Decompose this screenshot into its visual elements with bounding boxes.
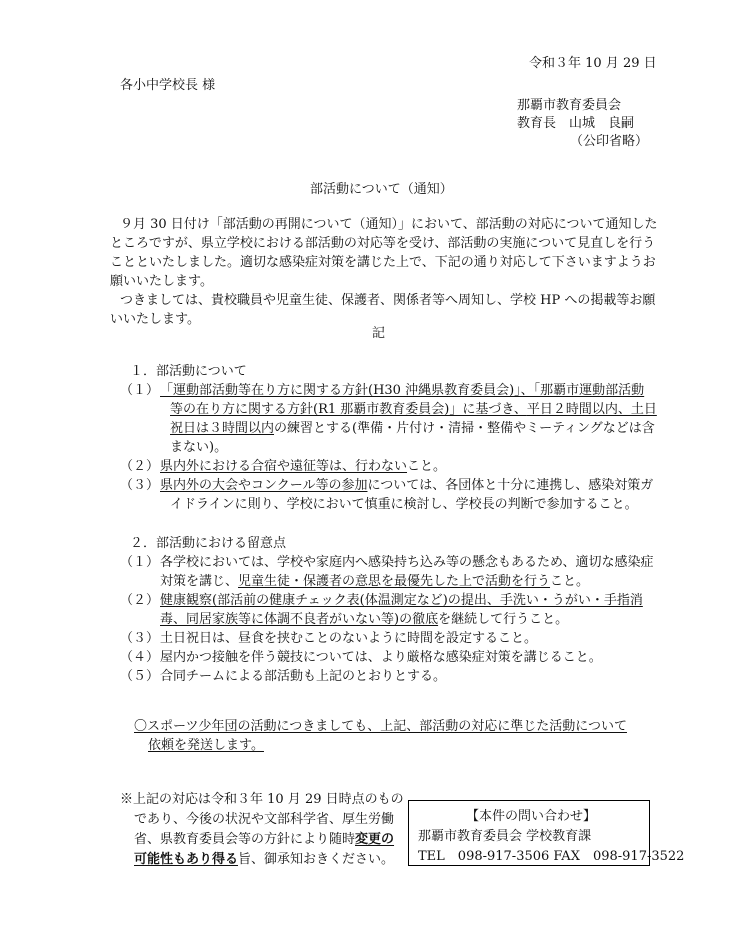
document-title: 部活動について（通知） xyxy=(310,182,453,197)
section2-item3-number: （３） xyxy=(120,631,160,646)
section1-item1-line: 等の在り方に関する方針(R1 那覇市教育委員会)」に基づき、平日２時間以内、土日 xyxy=(170,402,657,417)
document-date: 令和３年 10 月 29 日 xyxy=(529,56,657,71)
footnote-line: であり、今後の状況や文部科学省、厚生労働 xyxy=(134,812,395,827)
section1-item1-number: （１） xyxy=(120,383,160,398)
section2-item2-number: （２） xyxy=(120,593,160,608)
intro-line: ところですが、県立学校における部活動の対応等を受け、部活動の実施について見直しを行う xyxy=(110,236,656,251)
section1-item1-line: まない)。 xyxy=(170,440,228,455)
sports-note-line: 依頼を発送します。 xyxy=(148,738,264,753)
section2-item5-text: 合同チームによる部活動も上記のとおりとする。 xyxy=(160,669,447,684)
section1-item1-line: 「運動部活動等在り方に関する方針(H30 沖縄県教育委員会)」、「那覇市運動部活動 xyxy=(160,383,645,398)
section2-item4-text: 屋内かつ接触を伴う競技については、より厳格な感染症対策を講じること。 xyxy=(160,650,602,665)
intro-line: つきましては、貴校職員や児童生徒、保護者、関係者等へ周知し、学校 HP への掲載等お願 xyxy=(120,293,656,308)
sender-organization: 那覇市教育委員会 xyxy=(517,98,622,113)
section1-item3-line: イドラインに則り、学校において慎重に検討し、学校長の判断で参加すること。 xyxy=(170,497,638,512)
sender-name: 教育長 山城 良嗣 xyxy=(517,116,635,131)
contact-organization: 那覇市教育委員会 学校教育課 xyxy=(418,829,592,844)
section1-heading: １．部活動について xyxy=(130,364,247,379)
intro-line: 願いいたします。 xyxy=(110,274,213,289)
footnote-line: ※上記の対応は令和３年 10 月 29 日時点のもの xyxy=(120,792,404,807)
section2-item5-number: （５） xyxy=(120,669,160,684)
contact-phone-fax: TEL 098-917-3506 FAX 098-917-3522 xyxy=(418,849,685,864)
intro-line: いいたします。 xyxy=(110,312,200,327)
addressee: 各小中学校長 様 xyxy=(120,78,216,93)
footnote-line: 省、県教育委員会等の方針により随時変更の xyxy=(134,832,395,847)
section2-item1-line: 対策を講じ、児童生徒・保護者の意思を最優先した上で活動を行うこと。 xyxy=(160,574,590,589)
contact-heading: 【本件の問い合わせ】 xyxy=(466,809,597,824)
section2-item1-line: 各学校においては、学校や家庭内へ感染持ち込み等の懸念もあるため、適切な感染症 xyxy=(160,555,654,570)
section2-heading: ２．部活動における留意点 xyxy=(130,536,287,551)
sports-note-line: 〇スポーツ少年団の活動につきましても、上記、部活動の対応に準じた活動について xyxy=(134,719,627,734)
section2-item2-line: 健康観察(部活前の健康チェック表(体温測定など)の提出、手洗い・うがい・手指消 xyxy=(160,593,643,608)
intro-line: ９月 30 日付け「部活動の再開について（通知）」において、部活動の対応について通知した xyxy=(120,217,658,232)
section2-item4-number: （４） xyxy=(120,650,160,665)
section1-item1-line: 祝日は３時間以内の練習とする(準備・片付け・清掃・整備やミーティングなどは含 xyxy=(170,421,655,436)
ki-marker: 記 xyxy=(372,326,386,341)
seal-omitted-note: （公印省略） xyxy=(570,134,649,149)
section1-item2-number: （２） xyxy=(120,459,160,474)
section1-item3-number: （３） xyxy=(120,478,160,493)
section2-item1-number: （１） xyxy=(120,555,160,570)
footnote-line: 可能性もあり得る旨、御承知おきください。 xyxy=(134,852,395,867)
section2-item2-line: 毒、同居家族等に体調不良者がいない等)の徹底を継続して行うこと。 xyxy=(160,612,569,627)
section2-item3-text: 土日祝日は、昼食を挟むことのないように時間を設定すること。 xyxy=(160,631,538,646)
section1-item2-text: 県内外における合宿や遠征等は、行わないこと。 xyxy=(160,459,447,474)
section1-item3-line: 県内外の大会やコンクール等の参加については、各団体と十分に連携し、感染対策ガ xyxy=(160,478,654,493)
intro-line: ことといたしました。適切な感染症対策を講じた上で、下記の通り対応して下さいますようお xyxy=(110,255,656,270)
